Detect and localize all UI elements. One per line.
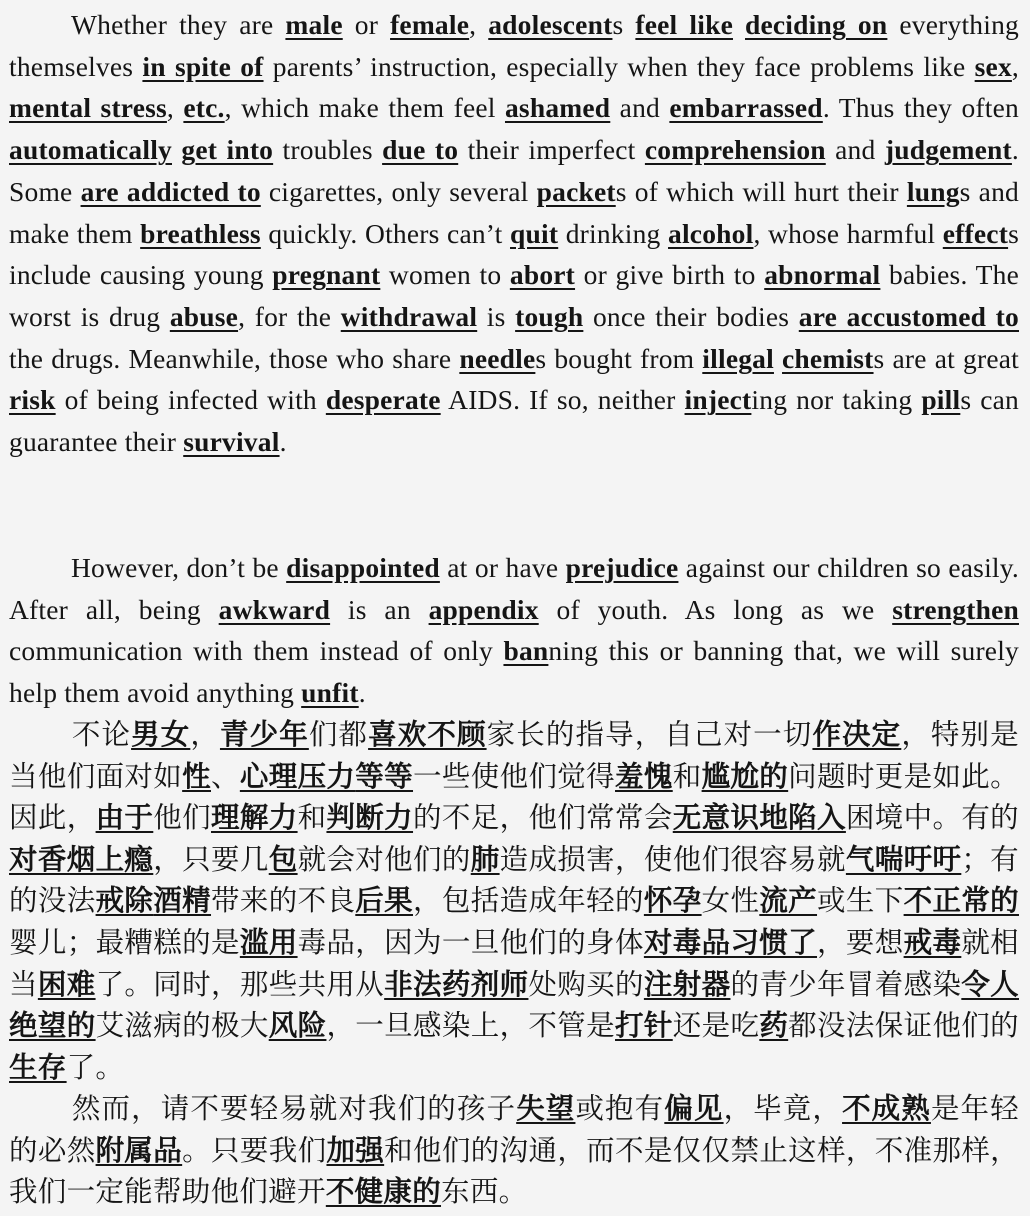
text-run: . Thus they often xyxy=(822,92,1019,124)
text-run: 或生下 xyxy=(817,884,904,918)
vocabulary-term: etc. xyxy=(183,92,225,124)
vocabulary-term: deciding on xyxy=(745,9,888,40)
vocabulary-term: 青少年 xyxy=(219,718,309,751)
vocabulary-term: 附属品 xyxy=(95,1133,183,1167)
text-run: 他们 xyxy=(153,801,212,835)
vocabulary-term: abuse xyxy=(169,300,239,332)
text-run: , which make them feel xyxy=(224,92,505,124)
text-run: 们都 xyxy=(308,718,369,751)
vocabulary-term: inject xyxy=(684,384,752,416)
vocabulary-term: 无意识地陷入 xyxy=(672,801,846,835)
text-run: 、 xyxy=(211,759,240,793)
vocabulary-term: 流产 xyxy=(759,884,818,918)
vocabulary-term: 失望 xyxy=(516,1092,576,1125)
vocabulary-term: ashamed xyxy=(504,92,611,124)
vocabulary-term: appendix xyxy=(428,593,539,625)
text-run: everything themselves xyxy=(9,9,1020,82)
text-run: s can guarantee their xyxy=(9,384,1019,458)
text-run: s are at great xyxy=(873,342,1019,374)
vocabulary-term: strengthen xyxy=(892,593,1019,625)
vocabulary-term: 偏见 xyxy=(664,1092,724,1125)
text-run: 问题时更是如此。因此， xyxy=(9,759,1019,835)
vocabulary-term: 后果 xyxy=(355,884,414,918)
vocabulary-term: female xyxy=(390,9,470,40)
text-run: s xyxy=(612,9,636,40)
vocabulary-term: 心理压力 xyxy=(239,759,356,793)
vocabulary-term: 对香烟上瘾 xyxy=(9,842,154,876)
text-run: 就相当 xyxy=(9,925,1019,1001)
vocabulary-term: 男女 xyxy=(131,718,191,751)
text-run: ing nor taking xyxy=(751,384,922,416)
text-run: 是年轻的必然 xyxy=(9,1092,1019,1167)
text-run: Whether they are xyxy=(71,9,286,40)
text-run: communication with them instead of only xyxy=(9,635,504,667)
text-run: 。只要我们 xyxy=(182,1133,327,1167)
vocabulary-term: needle xyxy=(459,342,536,374)
vocabulary-term: lung xyxy=(906,175,960,207)
vocabulary-term: desperate xyxy=(325,384,441,416)
vocabulary-term: breathless xyxy=(140,217,261,249)
text-run: ning this or banning that, we will surely help them avoid anything xyxy=(9,635,1020,709)
text-run: , for the xyxy=(238,300,341,332)
text-run: 和 xyxy=(672,759,702,793)
vocabulary-term: ban xyxy=(503,635,549,667)
vocabulary-term: effect xyxy=(942,217,1009,249)
vocabulary-term: pill xyxy=(921,384,961,416)
vocabulary-term: 作决定 xyxy=(812,718,902,751)
vocabulary-term: 非法药剂师 xyxy=(384,967,529,1001)
vocabulary-term: illegal xyxy=(702,342,774,374)
text-run: , xyxy=(1011,50,1019,82)
vocabulary-term: alcohol xyxy=(668,217,754,249)
text-run: 带来的不良 xyxy=(211,884,356,918)
vocabulary-term: mental stress xyxy=(9,92,167,124)
text-run: is xyxy=(477,300,516,332)
text-run xyxy=(774,343,782,374)
text-run: ，只要几 xyxy=(153,842,269,876)
text-run: drinking xyxy=(558,217,669,249)
vocabulary-term: 加强 xyxy=(326,1133,385,1167)
vocabulary-term: risk xyxy=(9,384,56,416)
text-run: ，特别是当他们面对如 xyxy=(9,718,1019,793)
vocabulary-term: 生存 xyxy=(9,1050,67,1084)
vocabulary-term: 困难 xyxy=(37,967,96,1001)
text-run: 和他们的沟通，而不是仅仅禁止这样，不准那样，我们一定能帮助他们避开 xyxy=(9,1133,1019,1209)
text-run: 或抱有 xyxy=(575,1092,665,1125)
vocabulary-term: 滥用 xyxy=(239,925,298,959)
text-run: However, don’t be xyxy=(71,552,287,583)
text-run: 都没法保证他们的 xyxy=(788,1009,1019,1043)
text-run: ，要想 xyxy=(817,925,904,959)
text-run: is an xyxy=(330,593,429,625)
vocabulary-term: quit xyxy=(510,217,559,249)
vocabulary-term: tough xyxy=(515,300,584,332)
vocabulary-term: prejudice xyxy=(565,552,679,583)
text-run: 的青少年冒着感染 xyxy=(730,967,962,1001)
text-run: 一些使他们觉得 xyxy=(413,759,616,793)
vocabulary-term: 戒毒 xyxy=(903,925,962,959)
text-run: 还是吃 xyxy=(672,1009,760,1043)
text-run: at or have xyxy=(439,552,566,583)
english-paragraph-1 xyxy=(9,4,1019,463)
text-run: parents’ instruction, especially when they face problems like xyxy=(263,50,975,82)
text-run: ，毕竟， xyxy=(723,1092,843,1125)
vocabulary-term: disappointed xyxy=(286,552,440,583)
vocabulary-term: automatically xyxy=(9,134,172,166)
text-run: . Some xyxy=(9,134,1019,207)
chinese-paragraph-1 xyxy=(9,714,1019,1088)
text-run: their imperfect xyxy=(458,134,645,166)
text-run: 东西。 xyxy=(441,1175,528,1209)
text-run: 不论 xyxy=(71,718,132,751)
text-run: quickly. Others can’t xyxy=(260,217,511,249)
vocabulary-term: 对毒品习惯了 xyxy=(643,925,818,959)
text-run: . xyxy=(358,677,366,709)
vocabulary-term: abnormal xyxy=(764,259,881,291)
text-run: 女性 xyxy=(701,884,760,918)
english-paragraph-2 xyxy=(9,547,1019,714)
text-run: ，包括造成年轻的 xyxy=(413,884,644,918)
text-run: 处购买的 xyxy=(528,967,644,1001)
text-run: ；有的没法 xyxy=(9,842,1019,918)
vocabulary-term: 不成熟 xyxy=(842,1092,931,1125)
vocabulary-term: 判断力 xyxy=(326,801,414,835)
vocabulary-term: 不健康的 xyxy=(325,1175,442,1209)
vocabulary-term: feel like xyxy=(635,9,733,40)
vocabulary-term: survival xyxy=(183,426,280,458)
vocabulary-term: 药 xyxy=(759,1009,789,1043)
text-run: of being infected with xyxy=(55,384,326,416)
vocabulary-term: 由于 xyxy=(95,801,154,835)
text-run: 困境中。有的 xyxy=(845,801,1019,835)
vocabulary-term: 酒精 xyxy=(153,884,212,918)
vocabulary-term: packet xyxy=(536,175,616,207)
vocabulary-term: are accustomed to xyxy=(798,300,1019,332)
text-run: 了。同时，那些共用从 xyxy=(95,967,385,1001)
vocabulary-term: 等等 xyxy=(355,759,414,793)
text-run: 了。 xyxy=(66,1050,125,1084)
chinese-paragraph-2 xyxy=(9,1088,1019,1213)
vocabulary-term: awkward xyxy=(218,593,331,625)
text-run: ，一旦感染上，不管是 xyxy=(326,1009,616,1043)
text-run: or give birth to xyxy=(575,259,765,291)
text-run: . xyxy=(279,426,287,458)
vocabulary-term: male xyxy=(285,9,343,40)
vocabulary-term: withdrawal xyxy=(340,300,478,332)
text-run: 婴儿；最糟糕的是 xyxy=(9,925,240,959)
text-run: ， xyxy=(190,718,220,751)
vocabulary-term: 令人绝望的 xyxy=(9,967,1019,1043)
text-run: once their bodies xyxy=(583,300,799,332)
vocabulary-term: 肺 xyxy=(470,842,500,876)
text-run: or xyxy=(342,9,391,40)
vocabulary-term: 戒除 xyxy=(95,884,154,918)
vocabulary-term: pregnant xyxy=(272,259,381,291)
text-run: 就会对他们的 xyxy=(297,842,471,876)
text-run: 造成损害，使他们很容易就 xyxy=(499,842,846,876)
text-run: s and make them xyxy=(9,175,1019,249)
vocabulary-term: abort xyxy=(509,259,576,291)
text-run: 然而，请不要轻易就对我们的孩子 xyxy=(71,1092,517,1125)
text-run: and xyxy=(610,92,670,124)
text-run xyxy=(172,134,181,165)
text-run: , xyxy=(166,92,184,124)
text-run: and xyxy=(825,134,885,166)
vocabulary-term: due to xyxy=(382,134,459,166)
text-run: , xyxy=(469,9,489,40)
vocabulary-term: unfit xyxy=(301,677,359,709)
text-run: of youth. As long as we xyxy=(538,593,893,625)
vocabulary-term: 尴尬的 xyxy=(701,759,789,793)
text-run: s of which will hurt their xyxy=(615,175,907,207)
vocabulary-term: 性 xyxy=(182,759,211,793)
vocabulary-term: 风险 xyxy=(268,1009,327,1043)
text-run xyxy=(733,9,745,40)
vocabulary-term: chemist xyxy=(782,342,874,374)
text-run: 和 xyxy=(297,801,327,835)
text-run: 的不足，他们常常会 xyxy=(413,801,673,835)
vocabulary-term: judgement xyxy=(884,134,1012,166)
vocabulary-term: 不正常的 xyxy=(903,884,1019,918)
text-run: , whose harmful xyxy=(753,217,943,249)
vocabulary-term: 气喘吁吁 xyxy=(845,842,962,876)
vocabulary-term: comprehension xyxy=(644,134,826,166)
text-run: babies. The worst is drug xyxy=(9,259,1019,332)
vocabulary-term: are addicted to xyxy=(80,175,261,207)
vocabulary-term: adolescent xyxy=(488,9,613,40)
vocabulary-term: 注射器 xyxy=(643,967,731,1001)
text-run: 毒品，因为一旦他们的身体 xyxy=(297,925,644,959)
text-run: 家长的指导，自己对一切 xyxy=(486,718,813,751)
vocabulary-term: 怀孕 xyxy=(643,884,702,918)
text-run: the drugs. Meanwhile, those who share xyxy=(9,342,460,374)
vocabulary-term: get into xyxy=(181,134,274,166)
text-run: s bought from xyxy=(535,342,703,374)
vocabulary-term: sex xyxy=(974,50,1012,82)
text-run: s include causing young xyxy=(9,217,1019,291)
text-run: troubles xyxy=(273,134,383,166)
text-run: women to xyxy=(380,259,510,291)
vocabulary-term: 理解力 xyxy=(211,801,298,835)
vocabulary-term: 包 xyxy=(268,842,298,876)
text-run: against our children so easily. After all, being xyxy=(9,552,1019,625)
vocabulary-term: 羞愧 xyxy=(615,759,673,793)
text-run: 艾滋病的极大 xyxy=(95,1009,269,1043)
vocabulary-term: 喜欢不顾 xyxy=(368,718,487,751)
vocabulary-term: in spite of xyxy=(142,50,264,82)
vocabulary-term: 打针 xyxy=(615,1009,673,1043)
vocabulary-term: embarrassed xyxy=(669,92,823,124)
text-run: AIDS. If so, neither xyxy=(440,384,685,416)
text-run: cigarettes, only several xyxy=(260,175,537,207)
